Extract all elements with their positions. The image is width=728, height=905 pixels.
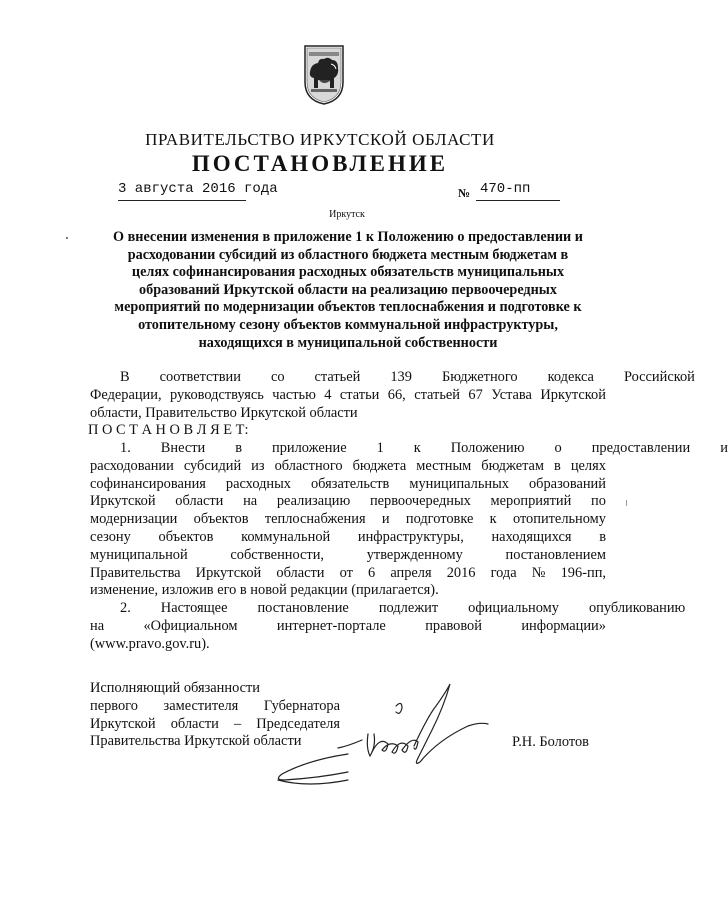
document-title — [86, 229, 610, 352]
word: опубликованию — [588, 600, 686, 616]
word: Федерации, — [90, 386, 162, 403]
word: образований — [528, 475, 606, 492]
decree-word: П О С Т А Н О В Л Я Е Т: — [88, 422, 249, 439]
word: Устава — [491, 386, 532, 403]
word: области — [175, 493, 224, 510]
word: целях — [570, 457, 606, 474]
title-line: целях софинансирования расходных обязательств муниципальных — [131, 264, 565, 281]
text-line — [90, 529, 606, 547]
text-line — [90, 458, 606, 476]
word: и — [381, 511, 390, 528]
city-name: Иркутск — [329, 209, 365, 220]
word: официальному — [468, 600, 559, 616]
word: подлежит — [378, 600, 439, 616]
word: модернизации — [90, 511, 178, 528]
word: в — [599, 528, 606, 545]
word: кодекса — [547, 369, 594, 385]
word: из — [251, 457, 265, 474]
word: Председателя — [256, 715, 340, 732]
word: реализацию — [276, 493, 351, 510]
word: информации» — [521, 617, 606, 634]
signer-name: Р.Н. Болотов — [512, 734, 589, 750]
word: первого — [90, 697, 138, 714]
text-line — [90, 369, 695, 387]
word: правовой — [425, 617, 482, 634]
word: на — [90, 617, 105, 634]
word: 2. — [120, 600, 131, 616]
word: находящихся — [491, 528, 572, 545]
word: местным — [416, 457, 472, 474]
word: Российской — [623, 369, 695, 385]
word: 66, — [387, 386, 406, 403]
word: муниципальных — [409, 475, 509, 492]
word: заместителя — [163, 697, 239, 714]
title-line: мероприятий по модернизации объектов теплоснабжения и подготовке к — [114, 299, 582, 316]
word: объектов — [158, 528, 214, 545]
word: коммунальной — [241, 528, 331, 545]
item-2 — [90, 600, 686, 653]
word: подготовке — [405, 511, 474, 528]
text-line — [90, 476, 606, 494]
title-line: расходовании субсидий из областного бюджета местным бюджетам в — [127, 246, 569, 263]
margin-mark — [626, 500, 627, 506]
word: года — [490, 564, 517, 581]
word: частью — [272, 386, 316, 403]
word: утвержденному — [366, 546, 463, 563]
word: апреля — [390, 564, 432, 581]
word: мероприятий — [490, 493, 572, 510]
word: области — [170, 715, 219, 732]
word: интернет-портале — [276, 617, 386, 634]
word: Иркутской — [90, 493, 156, 510]
title-line: отопительному сезону объектов коммунальной инфраструктуры, — [138, 316, 558, 333]
word: отопительному — [512, 511, 606, 528]
word: первоочередных — [369, 493, 471, 510]
number-underline — [476, 200, 560, 201]
word: Положению — [450, 440, 525, 456]
word: соответствии — [159, 369, 241, 385]
document-number: 470-пп — [480, 181, 531, 197]
word: к — [413, 440, 421, 456]
word: 1. — [120, 440, 131, 456]
date-underline — [118, 200, 246, 201]
word: со — [270, 369, 285, 385]
word: теплоснабжения — [264, 511, 366, 528]
margin-mark — [66, 237, 68, 239]
word: предоставлении — [591, 440, 691, 456]
word: Иркутской — [90, 715, 156, 732]
document-date: 3 августа 2016 года — [118, 181, 278, 197]
word: по — [591, 493, 606, 510]
word: в — [235, 440, 243, 456]
word: руководствуясь — [169, 386, 264, 403]
word: бюджета — [352, 457, 407, 474]
word: 4 — [324, 386, 332, 403]
word: 1 — [376, 440, 384, 456]
word: инфраструктуры, — [357, 528, 464, 545]
word: субсидий — [183, 457, 242, 474]
word: собственности, — [230, 546, 325, 563]
word: 2016 — [446, 564, 476, 581]
word: постановлением — [505, 546, 606, 563]
word: сезону — [90, 528, 131, 545]
title-line: находящихся в муниципальной собственности — [198, 334, 498, 351]
word: от — [339, 564, 353, 581]
number-sign: № — [458, 186, 471, 200]
government-name: ПРАВИТЕЛЬСТВО ИРКУТСКОЙ ОБЛАСТИ — [145, 130, 495, 149]
word: статьей — [414, 386, 460, 403]
word: 139 — [390, 369, 412, 385]
text-line — [90, 565, 606, 583]
word: на — [243, 493, 258, 510]
document-type: ПОСТАНОВЛЕНИЕ — [191, 151, 449, 176]
text-line: области, Правительство Иркутской области — [90, 404, 358, 421]
word: расходовании — [90, 457, 174, 474]
handwritten-signature — [268, 676, 498, 796]
word: Правительства — [90, 564, 181, 581]
word: Настоящее — [160, 600, 228, 616]
word: расходных — [225, 475, 291, 492]
word: Иркутской — [195, 564, 262, 581]
text-line — [90, 547, 606, 565]
word: к — [489, 511, 497, 528]
word: области — [276, 564, 325, 581]
word: № — [531, 564, 546, 581]
word: о — [554, 440, 562, 456]
word: 67 — [468, 386, 483, 403]
word: Иркутской — [540, 386, 606, 403]
word: приложение — [272, 440, 347, 456]
word: статьей — [314, 369, 361, 385]
word: 6 — [368, 564, 376, 581]
word: софинансирования — [90, 475, 206, 492]
text-line — [90, 387, 606, 405]
text-line — [90, 511, 606, 529]
word: объектов — [193, 511, 249, 528]
word: постановление — [257, 600, 349, 616]
word: Внести — [160, 440, 206, 456]
word: бюджетам — [481, 457, 545, 474]
signer-line: Исполняющий обязанности — [90, 680, 261, 696]
signer-line: Правительства Иркутской области — [90, 733, 302, 750]
item-1 — [90, 440, 728, 600]
word: областного — [274, 457, 343, 474]
text-line — [90, 440, 728, 458]
word: и — [720, 440, 728, 456]
text-line: (www.pravo.gov.ru). — [90, 635, 210, 652]
title-line: образований Иркутской области на реализацию первоочередных — [139, 281, 557, 298]
title-line: О внесении изменения в приложение 1 к Положению о предоставлении и — [113, 229, 583, 245]
coat-of-arms-icon — [301, 42, 347, 106]
text-line — [90, 600, 686, 618]
word: Бюджетного — [441, 369, 518, 385]
word: В — [120, 369, 130, 385]
text-line — [90, 618, 606, 636]
word: Губернатора — [263, 697, 340, 714]
word: статьи — [339, 386, 380, 403]
preamble — [88, 369, 695, 440]
word: в — [554, 457, 561, 474]
text-line: изменение, изложив его в новой редакции (прилагается). — [90, 582, 439, 599]
word: обязательств — [310, 475, 390, 492]
word: муниципальной — [90, 546, 188, 563]
word: 196-пп, — [560, 564, 606, 581]
word: – — [233, 715, 242, 732]
word: «Официальном — [143, 617, 238, 634]
text-line — [90, 493, 606, 511]
